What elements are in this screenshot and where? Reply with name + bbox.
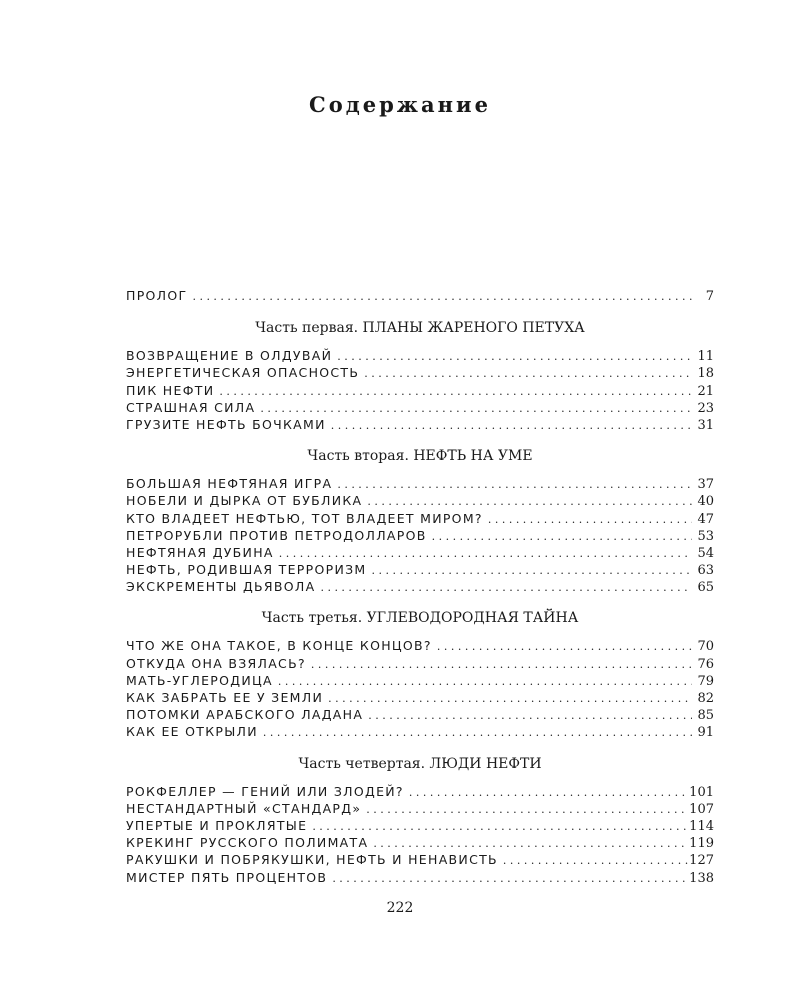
toc-entry-title: БОЛЬШАЯ НЕФТЯНАЯ ИГРА: [126, 476, 333, 492]
dot-leader: [361, 801, 689, 817]
toc-entry: [126, 834, 714, 851]
toc-entry-page: 37: [697, 477, 714, 493]
toc-entry-page: 82: [697, 691, 714, 706]
toc-entry-page: 65: [697, 580, 714, 596]
toc-entry-title: УПЕРТЫЕ И ПРОКЛЯТЫЕ: [126, 817, 308, 833]
toc-entry-page: 91: [697, 725, 714, 741]
dot-leader: [432, 638, 692, 654]
toc-part-3: [126, 608, 714, 740]
dot-leader: [368, 835, 689, 851]
toc-entry-page: 85: [697, 708, 714, 724]
dot-leader: [214, 383, 692, 399]
toc-entry-page: 79: [697, 673, 714, 689]
toc-entry-title: ВОЗВРАЩЕНИЕ В ОЛДУВАЙ: [126, 348, 333, 364]
toc-entry-page: 76: [697, 656, 714, 672]
toc-entry: [126, 723, 714, 740]
toc-entry-title: РОКФЕЛЛЕР — ГЕНИЙ ИЛИ ЗЛОДЕЙ?: [126, 783, 404, 799]
toc-entry: [126, 510, 714, 527]
dot-leader: [404, 784, 689, 800]
toc-entry-title: НОБЕЛИ И ДЫРКА ОТ БУБЛИКА: [126, 493, 363, 509]
dot-leader: [483, 511, 692, 527]
toc-entry-page: 54: [697, 545, 714, 561]
dot-leader: [187, 288, 692, 304]
toc-part-1: [126, 318, 714, 433]
toc-entry-title: ПРОЛОГ: [126, 288, 188, 303]
part-heading: Часть третья. УГЛЕВОДОРОДНАЯ ТАЙНА: [261, 610, 579, 627]
toc-entry: [126, 561, 714, 578]
toc-entry: [126, 475, 714, 492]
toc-part-2: [126, 446, 714, 595]
toc-entry: [126, 637, 714, 654]
dot-leader: [323, 690, 692, 706]
toc-entry-page: 138: [689, 870, 714, 886]
dot-leader: [327, 870, 689, 886]
toc-entry: [126, 783, 714, 800]
toc-entry-title: ЧТО ЖЕ ОНА ТАКОЕ, В КОНЦЕ КОНЦОВ?: [126, 638, 432, 654]
dot-leader: [362, 493, 692, 509]
dot-leader: [307, 818, 689, 834]
dot-leader: [332, 348, 692, 364]
toc-entry-title: ЭНЕРГЕТИЧЕСКАЯ ОПАСНОСТЬ: [126, 365, 360, 381]
toc-entry: [126, 672, 714, 689]
dot-leader: [367, 562, 693, 578]
page-number: 222: [386, 900, 414, 916]
dot-leader: [363, 707, 692, 723]
toc-entry: [126, 492, 714, 509]
toc-entry-page: 23: [697, 400, 714, 416]
part-heading: Часть вторая. НЕФТЬ НА УМЕ: [307, 448, 533, 465]
toc-entry: [126, 817, 714, 834]
toc-entry: [126, 706, 714, 723]
dot-leader: [255, 400, 692, 416]
toc-entry-page: 47: [697, 511, 714, 527]
toc-entry-page: 101: [689, 784, 714, 800]
toc-entry: [126, 544, 714, 561]
page-title: Содержание: [309, 92, 491, 117]
toc-entry-title: МИСТЕР ПЯТЬ ПРОЦЕНТОВ: [126, 869, 328, 885]
dot-leader: [306, 656, 692, 672]
toc-entry-page: 107: [689, 801, 714, 817]
part-heading: Часть четвертая. ЛЮДИ НЕФТИ: [298, 755, 542, 772]
toc-entry-title: ГРУЗИТЕ НЕФТЬ БОЧКАМИ: [126, 416, 326, 432]
toc-entry: [126, 382, 714, 399]
toc-entry-title: НЕСТАНДАРТНЫЙ «СТАНДАРД»: [126, 800, 362, 816]
toc-entry: [126, 416, 714, 433]
toc-entry: [126, 527, 714, 544]
toc-entry: [126, 399, 714, 416]
toc-entry-title: КАК ЕЕ ОТКРЫЛИ: [126, 724, 258, 740]
toc-entry-title: ЭКСКРЕМЕНТЫ ДЬЯВОЛА: [126, 579, 316, 595]
dot-leader: [326, 417, 692, 433]
toc-entry-page: 18: [697, 366, 714, 382]
toc-entry-title: СТРАШНАЯ СИЛА: [126, 399, 256, 415]
toc-entry-page: 70: [697, 639, 714, 655]
toc-entry-title: ОТКУДА ОНА ВЗЯЛАСЬ?: [126, 655, 306, 671]
dot-leader: [332, 476, 692, 492]
toc-entry-page: 53: [697, 528, 714, 544]
toc-entry-page: 40: [697, 494, 714, 510]
toc-entry-prologue: [126, 287, 714, 304]
toc-entry-page: 63: [697, 563, 714, 579]
toc-entry: [126, 578, 714, 595]
toc-entry-page: 31: [697, 417, 714, 433]
table-of-contents: [126, 287, 714, 899]
toc-entry-title: НЕФТЬ, РОДИВШАЯ ТЕРРОРИЗМ: [126, 562, 367, 578]
toc-entry: [126, 347, 714, 364]
toc-entry-page: 7: [705, 289, 714, 304]
toc-entry: [126, 851, 714, 868]
part-heading: Часть первая. ПЛАНЫ ЖАРЕНОГО ПЕТУХА: [255, 320, 585, 337]
dot-leader: [274, 545, 692, 561]
dot-leader: [359, 365, 692, 381]
dot-leader: [258, 724, 692, 740]
toc-entry-page: 21: [697, 383, 714, 399]
toc-entry: [126, 655, 714, 672]
toc-entry-page: 11: [697, 349, 714, 365]
toc-entry-title: МАТЬ-УГЛЕРОДИЦА: [126, 672, 273, 688]
dot-leader: [273, 673, 692, 689]
toc-entry-title: КАК ЗАБРАТЬ ЕЕ У ЗЕМЛИ: [126, 690, 324, 705]
dot-leader: [315, 579, 692, 595]
toc-entry-page: 127: [689, 853, 714, 869]
toc-entry-page: 114: [689, 818, 714, 834]
toc-entry-title: ПИК НЕФТИ: [126, 382, 215, 398]
toc-entry-page: 119: [689, 836, 714, 852]
dot-leader: [498, 852, 689, 868]
toc-entry-title: КРЕКИНГ РУССКОГО ПОЛИМАТА: [126, 835, 369, 851]
toc-entry: [126, 364, 714, 381]
toc-entry: [126, 800, 714, 817]
dot-leader: [427, 528, 692, 544]
toc-entry: [126, 869, 714, 886]
toc-entry-title: РАКУШКИ И ПОБРЯКУШКИ, НЕФТЬ И НЕНАВИСТЬ: [126, 852, 498, 868]
toc-entry-title: НЕФТЯНАЯ ДУБИНА: [126, 544, 274, 560]
toc-entry: [126, 689, 714, 706]
toc-entry-title: КТО ВЛАДЕЕТ НЕФТЬЮ, ТОТ ВЛАДЕЕТ МИРОМ?: [126, 510, 483, 526]
toc-entry-title: ПОТОМКИ АРАБСКОГО ЛАДАНА: [126, 707, 364, 723]
toc-part-4: [126, 754, 714, 886]
toc-entry-title: ПЕТРОРУБЛИ ПРОТИВ ПЕТРОДОЛЛАРОВ: [126, 527, 427, 543]
